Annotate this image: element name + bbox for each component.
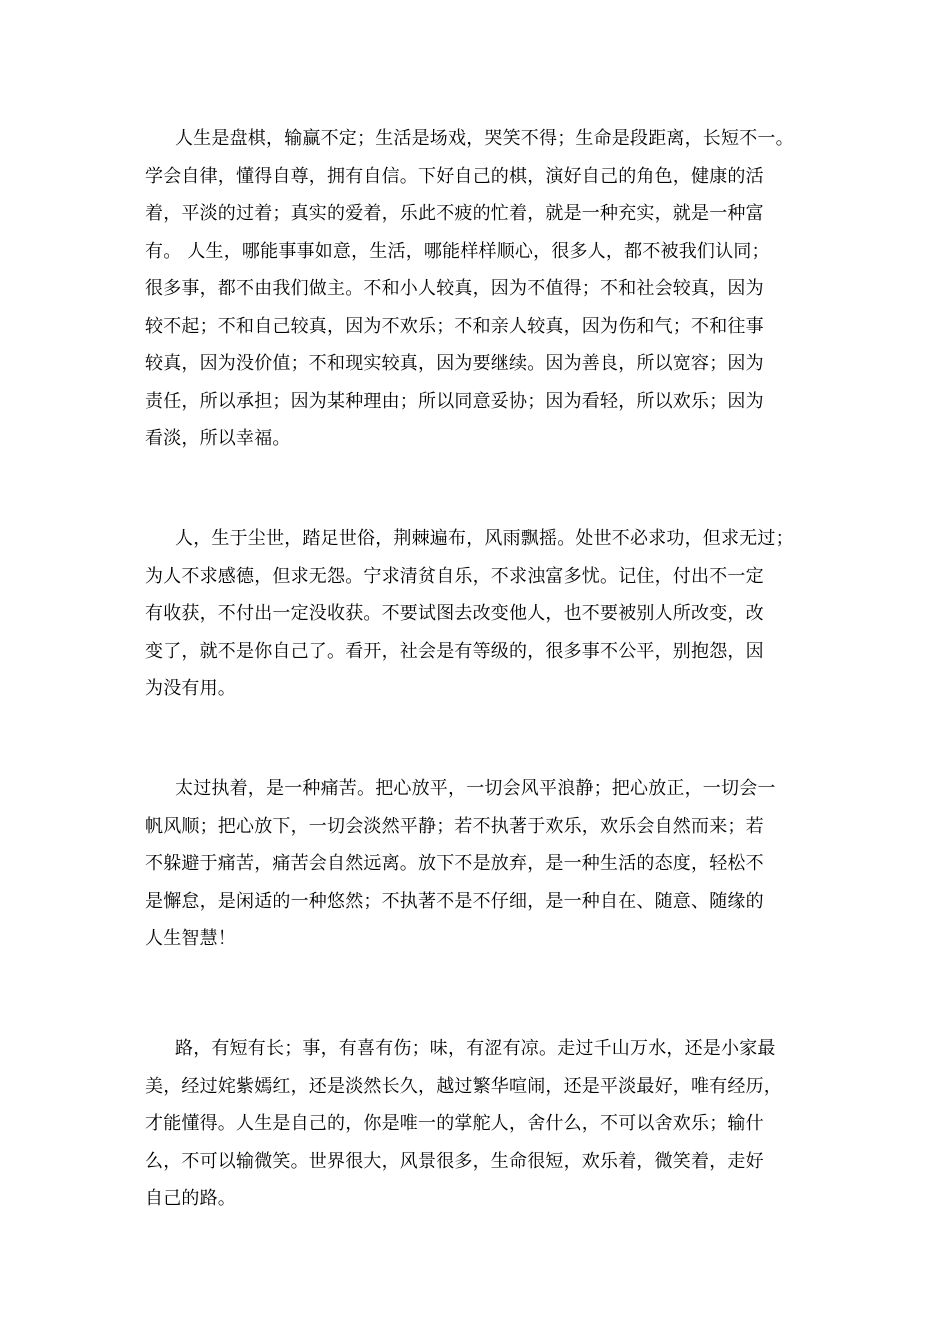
paragraph-line: 变了，就不是你自己了。看开，社会是有等级的，很多事不公平，别抱怨，因 bbox=[145, 640, 764, 662]
paragraph-3 bbox=[145, 770, 825, 958]
paragraph-line: 帆风顺；把心放下，一切会淡然平静；若不执著于欢乐，欢乐会自然而来；若 bbox=[145, 815, 764, 837]
paragraph-line: 美，经过姹紫嫣红，还是淡然长久，越过繁华喧闹，还是平淡最好，唯有经历， bbox=[145, 1075, 782, 1097]
paragraph-line: 较不起；不和自己较真，因为不欢乐；不和亲人较真，因为伤和气；不和往事 bbox=[145, 315, 764, 337]
paragraph-line: 路，有短有长；事，有喜有伤；味，有涩有凉。走过千山万水，还是小家最 bbox=[175, 1038, 776, 1059]
paragraph-line: 太过执着，是一种痛苦。把心放平，一切会风平浪静；把心放正，一切会一 bbox=[175, 778, 776, 799]
paragraph-line: 为没有用。 bbox=[145, 678, 236, 699]
paragraph-line: 学会自律，懂得自尊，拥有自信。下好自己的棋，演好自己的角色，健康的活 bbox=[145, 165, 764, 187]
paragraph-line: 很多事，都不由我们做主。不和小人较真，因为不值得；不和社会较真，因为 bbox=[145, 278, 764, 299]
paragraph-4 bbox=[145, 1030, 825, 1218]
paragraph-line: 不躲避于痛苦，痛苦会自然远离。放下不是放弃，是一种生活的态度，轻松不 bbox=[145, 853, 764, 874]
paragraph-1 bbox=[145, 120, 825, 458]
paragraph-line: 为人不求感德，但求无怨。宁求清贫自乐，不求浊富多忧。记住，付出不一定 bbox=[145, 565, 764, 587]
paragraph-line: 有收获，不付出一定没收获。不要试图去改变他人，也不要被别人所改变，改 bbox=[145, 603, 764, 624]
paragraph-line: 自己的路。 bbox=[145, 1188, 236, 1209]
paragraph-line: 才能懂得。人生是自己的，你是唯一的掌舵人，舍什么，不可以舍欢乐；输什 bbox=[145, 1113, 764, 1134]
paragraph-line: 人生是盘棋，输赢不定；生活是场戏，哭笑不得；生命是段距离，长短不一。 bbox=[175, 128, 794, 149]
paragraph-line: 有。 人生，哪能事事如意，生活，哪能样样顺心，很多人，都不被我们认同； bbox=[145, 240, 770, 262]
paragraph-line: 人生智慧！ bbox=[145, 928, 236, 949]
paragraph-line: 么，不可以输微笑。世界很大，风景很多，生命很短，欢乐着，微笑着，走好 bbox=[145, 1150, 764, 1172]
paragraph-line: 是懈怠，是闲适的一种悠然；不执著不是不仔细，是一种自在、随意、随缘的 bbox=[145, 890, 764, 912]
paragraph-line: 较真，因为没价值；不和现实较真，因为要继续。因为善良，所以宽容；因为 bbox=[145, 353, 764, 374]
paragraph-line: 人，生于尘世，踏足世俗，荆棘遍布，风雨飘摇。处世不必求功，但求无过； bbox=[175, 528, 794, 549]
paragraph-line: 责任，所以承担；因为某种理由；所以同意妥协；因为看轻，所以欢乐；因为 bbox=[145, 390, 764, 412]
paragraph-2 bbox=[145, 520, 825, 708]
paragraph-line: 着，平淡的过着；真实的爱着，乐此不疲的忙着，就是一种充实，就是一种富 bbox=[145, 203, 764, 224]
paragraph-line: 看淡，所以幸福。 bbox=[145, 428, 291, 449]
